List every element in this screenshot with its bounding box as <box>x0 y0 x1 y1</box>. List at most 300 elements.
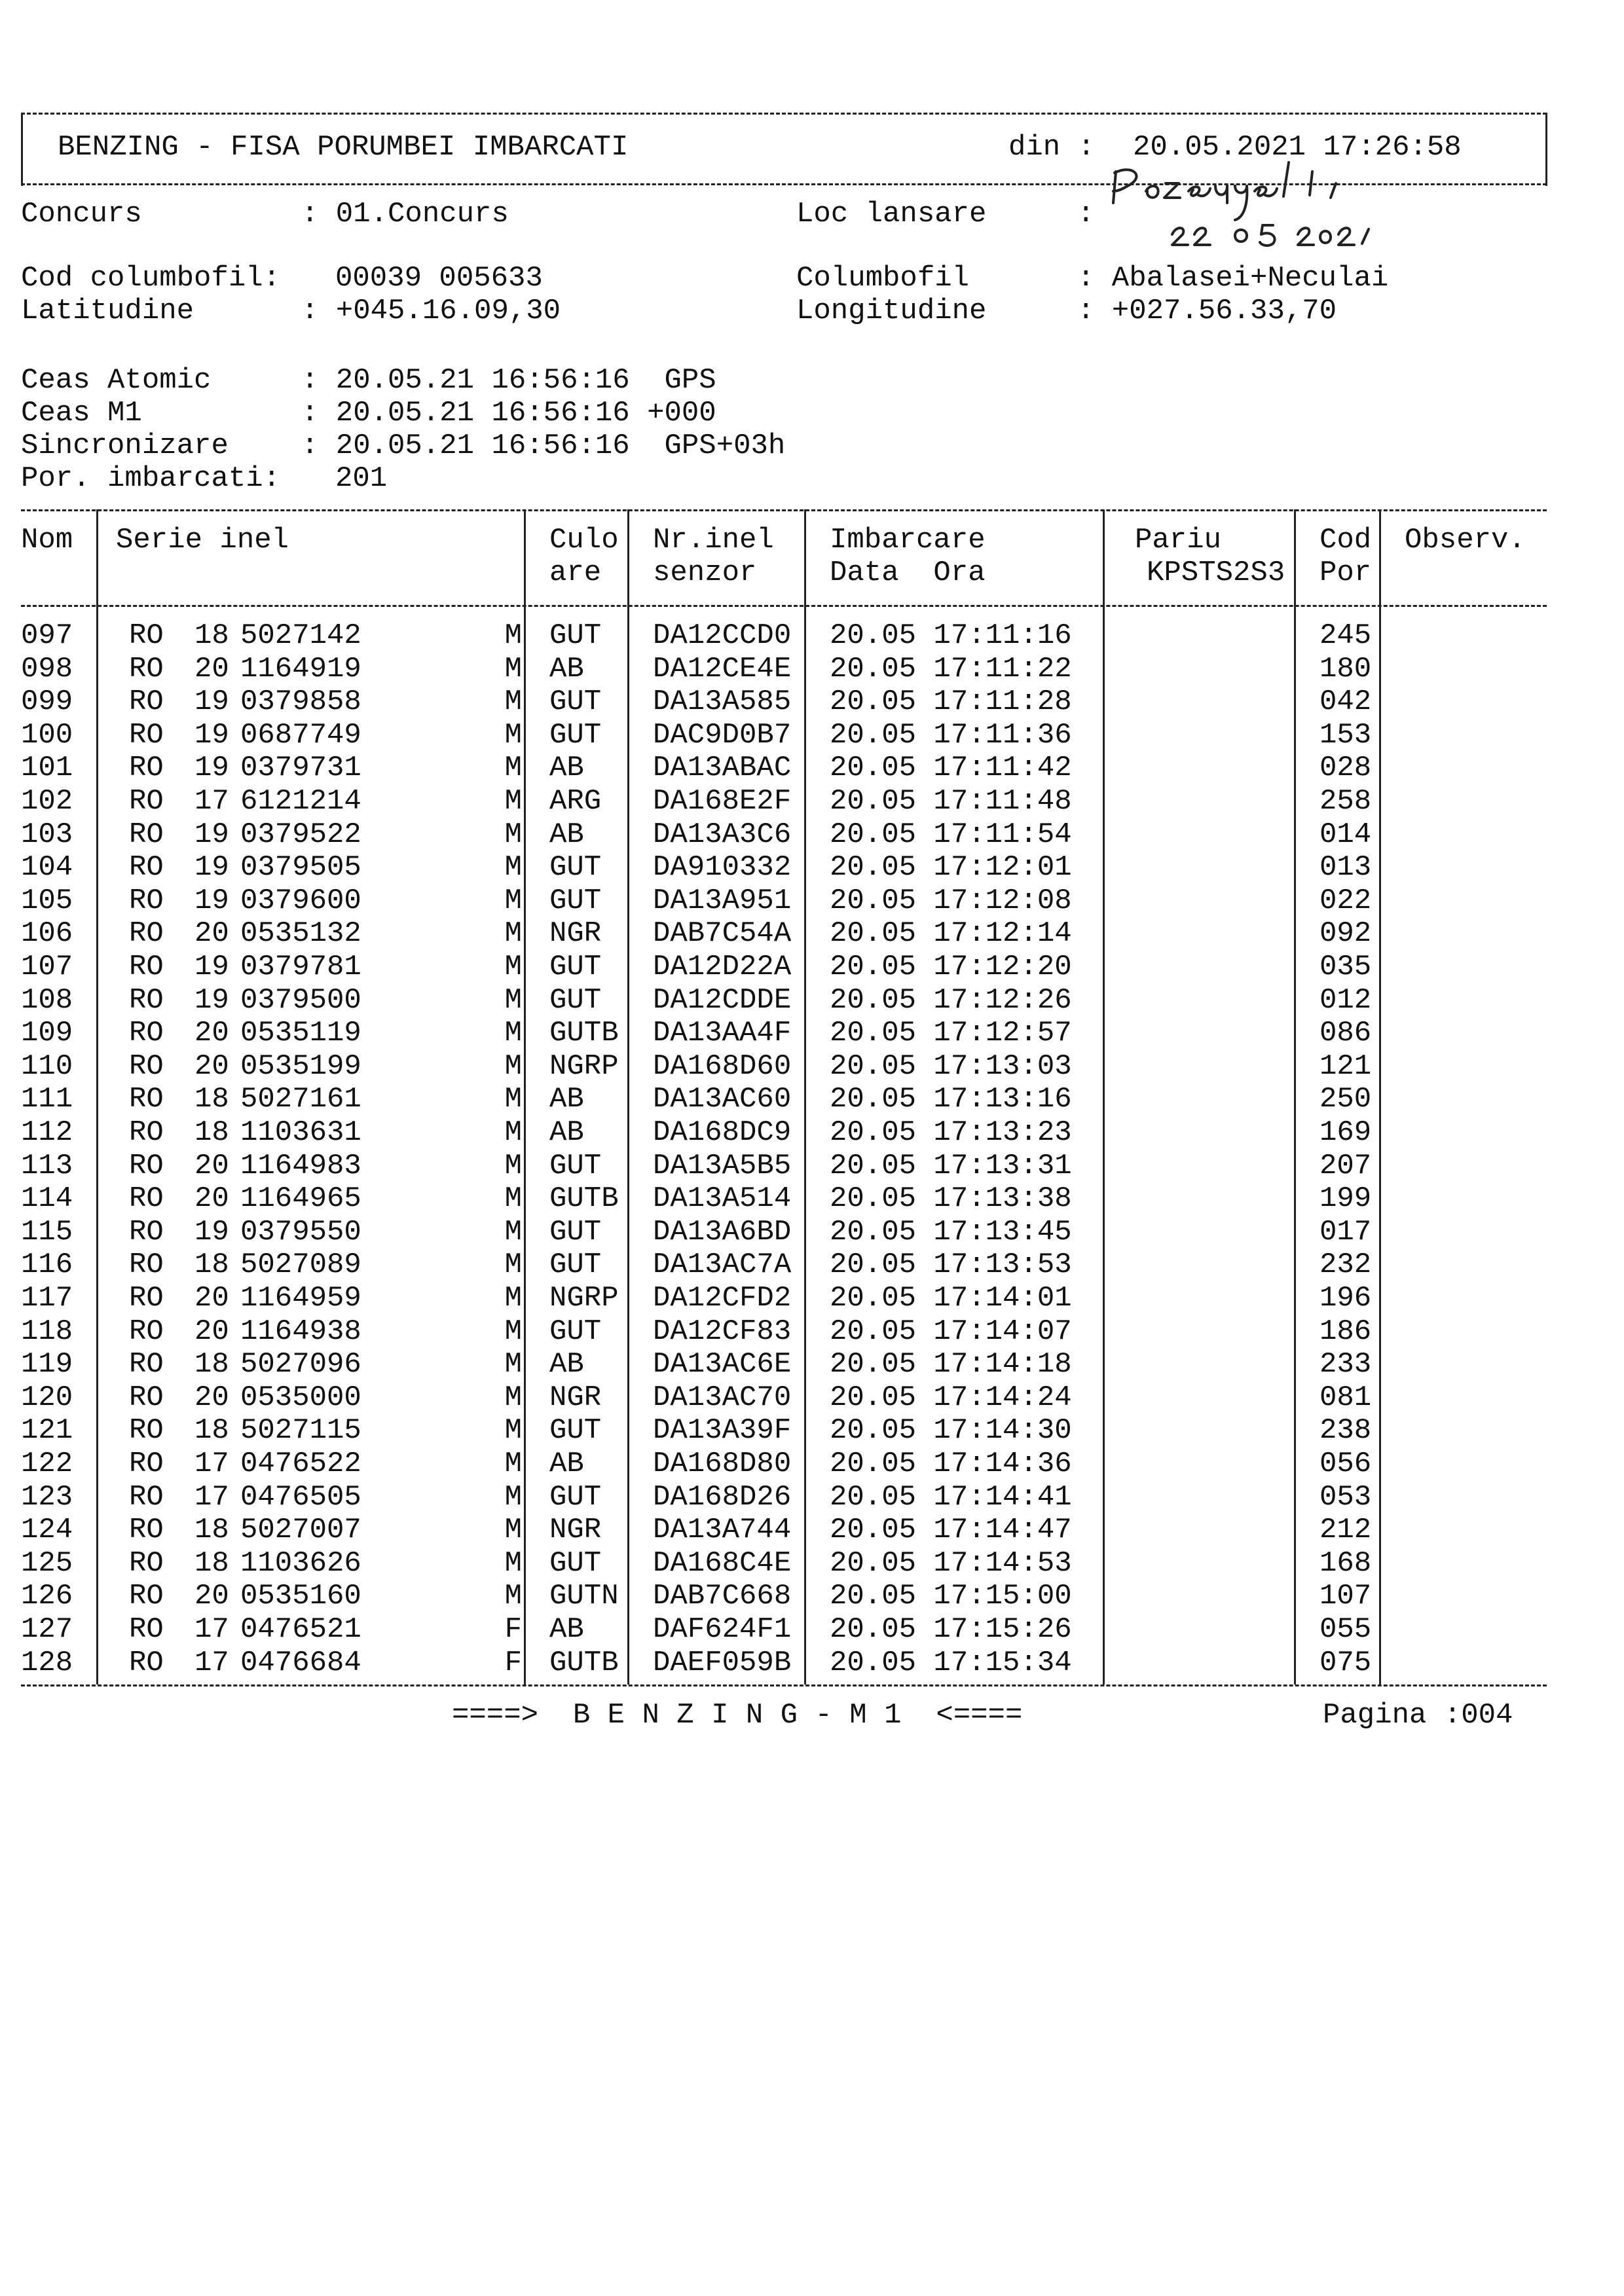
cell-cod-por: 056 <box>1320 1448 1372 1480</box>
cell-year: 19 <box>194 984 229 1017</box>
cell-culoare: GUT <box>549 1315 602 1348</box>
concurs-value: : 01.Concurs <box>301 198 509 230</box>
column-divider <box>627 509 629 1685</box>
cell-imbarcare: 20.05 17:14:01 <box>830 1282 1072 1315</box>
cell-pariu <box>1120 1580 1312 1613</box>
cell-imbarcare: 20.05 17:12:14 <box>830 917 1072 950</box>
cell-cod-por: 042 <box>1320 685 1372 718</box>
cell-serie-inel <box>96 653 542 685</box>
cell-sex: M <box>504 619 522 652</box>
cell-year: 18 <box>194 1414 229 1447</box>
cell-observ <box>1397 1216 1554 1248</box>
cell-nom: 112 <box>21 1116 73 1149</box>
cell-cod-por: 233 <box>1320 1348 1372 1381</box>
cell-observ <box>1397 785 1554 818</box>
cell-sex: M <box>504 1580 522 1613</box>
cell-ring-number: 0476684 <box>240 1647 361 1679</box>
cell-year: 19 <box>194 851 229 884</box>
cell-observ <box>1397 1282 1554 1315</box>
cell-ring-number: 0379522 <box>240 818 361 851</box>
cell-cod-por: 028 <box>1320 752 1372 784</box>
cell-imbarcare: 20.05 17:15:34 <box>830 1647 1072 1679</box>
cell-serie-inel <box>96 951 542 983</box>
cell-cod-por: 017 <box>1320 1216 1372 1248</box>
cell-cod-por: 258 <box>1320 785 1372 818</box>
cell-sex: M <box>504 984 522 1017</box>
cell-pariu <box>1120 1216 1312 1248</box>
header-observ: Observ. <box>1405 524 1526 556</box>
cell-ring-number: 0379500 <box>240 984 361 1017</box>
table-row <box>21 685 1554 718</box>
table-row <box>21 1017 1554 1049</box>
handwritten-release-location <box>1087 157 1454 262</box>
table-row <box>21 1282 1554 1315</box>
column-divider <box>1294 509 1296 1685</box>
cell-culoare: GUTB <box>549 1647 619 1679</box>
cell-country: RO <box>129 752 164 784</box>
cell-imbarcare: 20.05 17:14:18 <box>830 1348 1072 1381</box>
cell-imbarcare: 20.05 17:14:41 <box>830 1481 1072 1514</box>
cell-sex: M <box>504 1448 522 1480</box>
cell-culoare: GUT <box>549 719 602 752</box>
cell-cod-por: 092 <box>1320 917 1372 950</box>
cell-pariu <box>1120 851 1312 884</box>
cell-ring-number: 5027096 <box>240 1348 361 1381</box>
frame-right-border <box>1545 113 1547 186</box>
cell-senzor: DA12D22A <box>653 951 792 983</box>
cell-observ <box>1397 951 1554 983</box>
cell-cod-por: 168 <box>1320 1547 1372 1580</box>
cell-pariu <box>1120 752 1312 784</box>
cell-cod-por: 086 <box>1320 1017 1372 1049</box>
latitudine-value: : +045.16.09,30 <box>301 295 561 327</box>
cell-imbarcare: 20.05 17:13:38 <box>830 1182 1072 1215</box>
cell-ring-number: 1164983 <box>240 1150 361 1182</box>
page-number: Pagina :004 <box>1323 1699 1513 1732</box>
cell-nom: 116 <box>21 1248 73 1281</box>
cell-serie-inel <box>96 752 542 784</box>
cell-observ <box>1397 1613 1554 1646</box>
cell-pariu <box>1120 917 1312 950</box>
cell-sex: M <box>504 1216 522 1248</box>
cell-year: 20 <box>194 1282 229 1315</box>
cell-culoare: GUT <box>549 951 602 983</box>
table-row <box>21 653 1554 685</box>
cell-senzor: DA13AC60 <box>653 1083 792 1116</box>
cell-sex: M <box>504 1017 522 1049</box>
date-value: 20.05.2021 17:26:58 <box>1133 131 1462 164</box>
table-bottom-rule <box>21 1685 1547 1686</box>
cell-senzor: DA12CE4E <box>653 653 792 685</box>
cell-cod-por: 196 <box>1320 1282 1372 1315</box>
cell-ring-number: 1164919 <box>240 653 361 685</box>
cell-culoare: AB <box>549 1116 584 1149</box>
cell-nom: 106 <box>21 917 73 950</box>
cell-imbarcare: 20.05 17:12:08 <box>830 884 1072 917</box>
cell-observ <box>1397 1116 1554 1149</box>
cell-year: 19 <box>194 685 229 718</box>
cell-culoare: AB <box>549 1083 584 1116</box>
table-row <box>21 1348 1554 1381</box>
cell-year: 18 <box>194 1116 229 1149</box>
cell-nom: 115 <box>21 1216 73 1248</box>
cell-sex: M <box>504 1481 522 1514</box>
cell-culoare: GUT <box>549 1414 602 1447</box>
loc-lansare-separator: : <box>1077 198 1095 230</box>
cell-sex: M <box>504 851 522 884</box>
cell-culoare: GUT <box>549 984 602 1017</box>
header-data-ora: Data Ora <box>830 556 986 589</box>
ceas-m1-label: Ceas M1 <box>21 397 142 429</box>
concurs-label: Concurs <box>21 198 142 230</box>
longitudine-value: : +027.56.33,70 <box>1077 295 1337 327</box>
cell-country: RO <box>129 619 164 652</box>
cell-senzor: DA13A39F <box>653 1414 792 1447</box>
cell-serie-inel <box>96 1116 542 1149</box>
cell-imbarcare: 20.05 17:14:07 <box>830 1315 1072 1348</box>
cell-pariu <box>1120 619 1312 652</box>
cell-country: RO <box>129 884 164 917</box>
cell-senzor: DA13A6BD <box>653 1216 792 1248</box>
table-row <box>21 1381 1554 1414</box>
cell-senzor: DA910332 <box>653 851 792 884</box>
cell-culoare: AB <box>549 818 584 851</box>
cell-year: 18 <box>194 619 229 652</box>
header-senzor: senzor <box>653 556 757 589</box>
cell-senzor: DAC9D0B7 <box>653 719 792 752</box>
cell-culoare: NGR <box>549 917 602 950</box>
cell-cod-por: 207 <box>1320 1150 1372 1182</box>
cell-culoare: NGRP <box>549 1282 619 1315</box>
table-row <box>21 818 1554 851</box>
table-row <box>21 1414 1554 1447</box>
cell-ring-number: 0535160 <box>240 1580 361 1613</box>
table-row <box>21 785 1554 818</box>
cell-serie-inel <box>96 719 542 752</box>
cell-pariu <box>1120 1414 1312 1447</box>
cell-nom: 108 <box>21 984 73 1017</box>
cell-year: 20 <box>194 917 229 950</box>
cell-culoare: AB <box>549 752 584 784</box>
cell-nom: 123 <box>21 1481 73 1514</box>
cell-ring-number: 5027142 <box>240 619 361 652</box>
cell-year: 17 <box>194 1647 229 1679</box>
ceas-m1-value: : 20.05.21 16:56:16 +000 <box>301 397 716 429</box>
table-row <box>21 1182 1554 1215</box>
cell-nom: 110 <box>21 1050 73 1083</box>
cell-serie-inel <box>96 1381 542 1414</box>
cell-sex: M <box>504 917 522 950</box>
cell-ring-number: 5027089 <box>240 1248 361 1281</box>
cell-pariu <box>1120 1481 1312 1514</box>
table-row <box>21 1248 1554 1281</box>
cell-year: 20 <box>194 1017 229 1049</box>
cell-ring-number: 0535119 <box>240 1017 361 1049</box>
header-cod: Cod <box>1320 524 1372 556</box>
cell-imbarcare: 20.05 17:14:47 <box>830 1514 1072 1546</box>
cell-ring-number: 0379858 <box>240 685 361 718</box>
cell-pariu <box>1120 1017 1312 1049</box>
cell-serie-inel <box>96 1348 542 1381</box>
cell-serie-inel <box>96 884 542 917</box>
cell-culoare: ARG <box>549 785 602 818</box>
cell-sex: M <box>504 951 522 983</box>
table-row <box>21 917 1554 950</box>
cell-country: RO <box>129 685 164 718</box>
cell-ring-number: 0535199 <box>240 1050 361 1083</box>
cell-sex: M <box>504 1182 522 1215</box>
cell-imbarcare: 20.05 17:11:16 <box>830 619 1072 652</box>
cell-nom: 109 <box>21 1017 73 1049</box>
cell-imbarcare: 20.05 17:11:48 <box>830 785 1072 818</box>
cell-observ <box>1397 653 1554 685</box>
cell-nom: 120 <box>21 1381 73 1414</box>
cell-serie-inel <box>96 917 542 950</box>
cell-ring-number: 1164965 <box>240 1182 361 1215</box>
cell-pariu <box>1120 719 1312 752</box>
cell-sex: F <box>504 1613 522 1646</box>
cell-imbarcare: 20.05 17:12:20 <box>830 951 1072 983</box>
cell-observ <box>1397 1083 1554 1116</box>
cell-ring-number: 0379550 <box>240 1216 361 1248</box>
cell-country: RO <box>129 1381 164 1414</box>
cell-observ <box>1397 719 1554 752</box>
header-nr-inel: Nr.inel <box>653 524 774 556</box>
cell-pariu <box>1120 1647 1312 1679</box>
cell-observ <box>1397 1150 1554 1182</box>
cell-ring-number: 0476505 <box>240 1481 361 1514</box>
cell-sex: F <box>504 1647 522 1679</box>
cell-serie-inel <box>96 1448 542 1480</box>
cell-country: RO <box>129 1116 164 1149</box>
cell-nom: 107 <box>21 951 73 983</box>
cell-culoare: GUT <box>549 1216 602 1248</box>
cell-imbarcare: 20.05 17:14:24 <box>830 1381 1072 1414</box>
cell-senzor: DAF624F1 <box>653 1613 792 1646</box>
table-top-rule <box>21 509 1547 511</box>
cell-ring-number: 6121214 <box>240 785 361 818</box>
cell-country: RO <box>129 851 164 884</box>
cell-serie-inel <box>96 1414 542 1447</box>
cell-culoare: GUT <box>549 1150 602 1182</box>
cell-country: RO <box>129 1150 164 1182</box>
cell-pariu <box>1120 1150 1312 1182</box>
cell-nom: 101 <box>21 752 73 784</box>
cell-year: 19 <box>194 818 229 851</box>
cell-ring-number: 1103631 <box>240 1116 361 1149</box>
cell-cod-por: 232 <box>1320 1248 1372 1281</box>
cell-ring-number: 0379731 <box>240 752 361 784</box>
cell-nom: 128 <box>21 1647 73 1679</box>
table-header-row-2 <box>21 556 1554 589</box>
cell-cod-por: 180 <box>1320 653 1372 685</box>
cell-culoare: GUT <box>549 1547 602 1580</box>
cell-cod-por: 199 <box>1320 1182 1372 1215</box>
table-row <box>21 1514 1554 1546</box>
cell-pariu <box>1120 1248 1312 1281</box>
cell-senzor: DA168DC9 <box>653 1116 792 1149</box>
pigeons-boarded-value: 201 <box>335 462 388 495</box>
table-row <box>21 1547 1554 1580</box>
table-row <box>21 851 1554 884</box>
cell-nom: 117 <box>21 1282 73 1315</box>
cell-cod-por: 012 <box>1320 984 1372 1017</box>
cell-sex: M <box>504 1248 522 1281</box>
cell-ring-number: 5027007 <box>240 1514 361 1546</box>
cell-observ <box>1397 1448 1554 1480</box>
cell-year: 20 <box>194 1150 229 1182</box>
cell-country: RO <box>129 1050 164 1083</box>
cell-year: 20 <box>194 1182 229 1215</box>
cell-imbarcare: 20.05 17:11:36 <box>830 719 1072 752</box>
cell-cod-por: 121 <box>1320 1050 1372 1083</box>
cell-senzor: DA13AC7A <box>653 1248 792 1281</box>
cell-serie-inel <box>96 1017 542 1049</box>
cell-observ <box>1397 1315 1554 1348</box>
cell-nom: 118 <box>21 1315 73 1348</box>
cell-observ <box>1397 984 1554 1017</box>
cell-imbarcare: 20.05 17:11:54 <box>830 818 1072 851</box>
cell-serie-inel <box>96 619 542 652</box>
table-header-rule <box>21 605 1547 607</box>
table-row <box>21 1050 1554 1083</box>
cell-country: RO <box>129 1414 164 1447</box>
cell-country: RO <box>129 818 164 851</box>
cell-pariu <box>1120 1116 1312 1149</box>
cell-imbarcare: 20.05 17:15:26 <box>830 1613 1072 1646</box>
cell-senzor: DA12CDDE <box>653 984 792 1017</box>
cell-nom: 097 <box>21 619 73 652</box>
longitudine-label: Longitudine <box>796 295 987 327</box>
table-row <box>21 752 1554 784</box>
cell-imbarcare: 20.05 17:13:16 <box>830 1083 1072 1116</box>
cell-cod-por: 013 <box>1320 851 1372 884</box>
cell-ring-number: 1164938 <box>240 1315 361 1348</box>
header-pariu: Pariu <box>1135 524 1222 556</box>
table-row <box>21 1613 1554 1646</box>
cell-culoare: GUTN <box>549 1580 619 1613</box>
cell-serie-inel <box>96 1613 542 1646</box>
sincronizare-label: Sincronizare <box>21 429 229 462</box>
frame-left-border <box>21 113 23 186</box>
header-serie-inel: Serie inel <box>116 524 289 556</box>
cell-pariu <box>1120 1448 1312 1480</box>
cell-cod-por: 075 <box>1320 1647 1372 1679</box>
cell-country: RO <box>129 1613 164 1646</box>
cell-sex: M <box>504 653 522 685</box>
cell-serie-inel <box>96 1150 542 1182</box>
cell-culoare: GUT <box>549 851 602 884</box>
cell-country: RO <box>129 1514 164 1546</box>
cell-observ <box>1397 1514 1554 1546</box>
ceas-atomic-value: : 20.05.21 16:56:16 GPS <box>301 364 716 397</box>
cell-senzor: DA13A744 <box>653 1514 792 1546</box>
column-divider <box>96 509 98 1685</box>
cell-culoare: GUT <box>549 1481 602 1514</box>
columbofil-value: : Abalasei+Neculai <box>1077 262 1389 295</box>
cell-senzor: DA13AC70 <box>653 1381 792 1414</box>
columbofil-label: Columbofil <box>796 262 970 295</box>
cell-nom: 122 <box>21 1448 73 1480</box>
cell-sex: M <box>504 685 522 718</box>
cell-sex: M <box>504 1414 522 1447</box>
header-imbarcare: Imbarcare <box>830 524 986 556</box>
loc-lansare-label: Loc lansare <box>796 198 987 230</box>
cell-culoare: NGRP <box>549 1050 619 1083</box>
table-header-row-1 <box>21 524 1554 556</box>
cell-senzor: DAEF059B <box>653 1647 792 1679</box>
cell-culoare: AB <box>549 1348 584 1381</box>
table-row <box>21 1315 1554 1348</box>
cell-imbarcare: 20.05 17:15:00 <box>830 1580 1072 1613</box>
cell-sex: M <box>504 1514 522 1546</box>
cell-observ <box>1397 1580 1554 1613</box>
frame-top-border <box>21 113 1547 115</box>
cell-cod-por: 035 <box>1320 951 1372 983</box>
cell-pariu <box>1120 884 1312 917</box>
cell-pariu <box>1120 1613 1312 1646</box>
cell-serie-inel <box>96 1182 542 1215</box>
cell-pariu <box>1120 1348 1312 1381</box>
header-culoare: Culo <box>549 524 619 556</box>
cell-year: 20 <box>194 1381 229 1414</box>
cell-observ <box>1397 1348 1554 1381</box>
cell-pariu <box>1120 951 1312 983</box>
cell-serie-inel <box>96 1282 542 1315</box>
cell-imbarcare: 20.05 17:14:30 <box>830 1414 1072 1447</box>
cell-imbarcare: 20.05 17:13:53 <box>830 1248 1072 1281</box>
cell-culoare: NGR <box>549 1514 602 1546</box>
cell-observ <box>1397 1481 1554 1514</box>
cell-sex: M <box>504 1547 522 1580</box>
cell-ring-number: 1103626 <box>240 1547 361 1580</box>
cell-serie-inel <box>96 685 542 718</box>
cell-sex: M <box>504 1348 522 1381</box>
table-row <box>21 1116 1554 1149</box>
cell-cod-por: 153 <box>1320 719 1372 752</box>
cell-ring-number: 0379600 <box>240 884 361 917</box>
cell-year: 18 <box>194 1514 229 1546</box>
cell-pariu <box>1120 785 1312 818</box>
cell-nom: 104 <box>21 851 73 884</box>
cell-ring-number: 0379505 <box>240 851 361 884</box>
table-row <box>21 1150 1554 1182</box>
cell-senzor: DA168D26 <box>653 1481 792 1514</box>
cell-year: 17 <box>194 785 229 818</box>
cell-culoare: GUT <box>549 619 602 652</box>
cell-senzor: DA13AA4F <box>653 1017 792 1049</box>
cell-pariu <box>1120 685 1312 718</box>
cell-country: RO <box>129 653 164 685</box>
cell-senzor: DA168D60 <box>653 1050 792 1083</box>
cell-cod-por: 169 <box>1320 1116 1372 1149</box>
cell-senzor: DA12CF83 <box>653 1315 792 1348</box>
cell-serie-inel <box>96 1514 542 1546</box>
cell-culoare: AB <box>549 653 584 685</box>
cell-country: RO <box>129 1248 164 1281</box>
cell-senzor: DA168C4E <box>653 1547 792 1580</box>
sincronizare-value: : 20.05.21 16:56:16 GPS+03h <box>301 429 786 462</box>
cell-ring-number: 0476522 <box>240 1448 361 1480</box>
cell-serie-inel <box>96 818 542 851</box>
cell-serie-inel <box>96 1647 542 1679</box>
cell-serie-inel <box>96 1315 542 1348</box>
cell-imbarcare: 20.05 17:13:45 <box>830 1216 1072 1248</box>
cell-cod-por: 212 <box>1320 1514 1372 1546</box>
cell-year: 18 <box>194 1083 229 1116</box>
cell-sex: M <box>504 1315 522 1348</box>
cell-observ <box>1397 884 1554 917</box>
